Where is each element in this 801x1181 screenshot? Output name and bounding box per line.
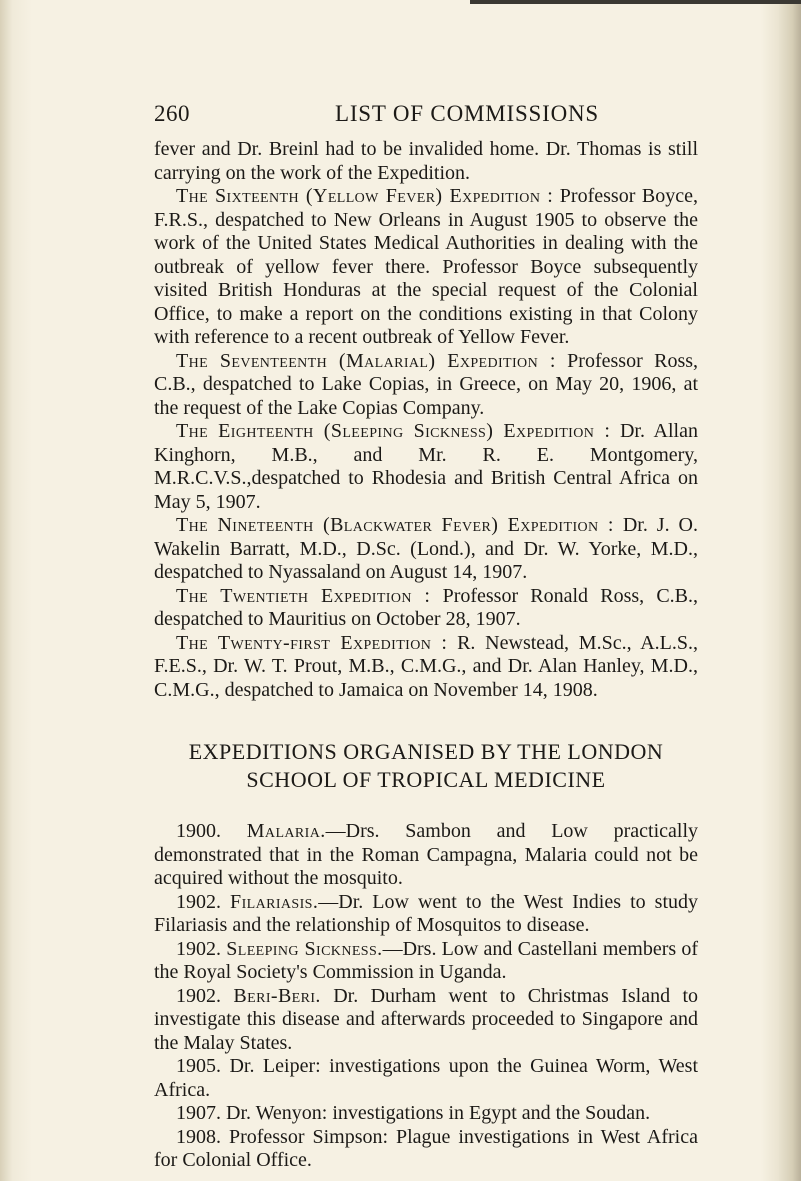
- entry-year: 1902.: [176, 937, 221, 960]
- page-header: [154, 101, 704, 135]
- top-border-rule: [470, 0, 801, 4]
- expedition-entry: [154, 938, 698, 985]
- expedition-entry: [154, 891, 698, 938]
- section-heading-line1: EXPEDITIONS ORGANISED BY THE LONDON: [188, 739, 664, 764]
- running-head: LIST OF COMMISSIONS: [335, 101, 599, 126]
- entry-text: R. Newstead, M.Sc., A.L.S., F.E.S., Dr. W. T. Prout, M.B., C.M.G., and Dr. Alan Hanley, M.D., C.M.G., despatched to Jamaica on November 14, 1908.: [154, 631, 698, 701]
- entry-title: The Twenty-first Expedition :: [176, 631, 448, 654]
- commission-entry: [154, 585, 698, 632]
- entry-year: 1905.: [176, 1055, 221, 1077]
- commission-entry: [154, 185, 698, 350]
- entry-title: Filariasis.: [230, 890, 319, 913]
- entry-text: Professor Boyce, F.R.S., despatched to New Orleans in August 1905 to observe the work of the United States Medical Authorities in dealing with the outbreak of yellow fever there. Professor Boyce subsequently visited British Honduras at the special request of the Colonial Office, to make a report on the conditions existing in that Colony with reference to a recent outbreak of Yellow Fever.: [154, 185, 699, 348]
- entry-text: Professor Simpson: Plague investigations in West Africa for Colonial Office.: [154, 1125, 698, 1171]
- entry-text: Professor Ronald Ross, C.B., despatched to Mauritius on October 28, 1907.: [154, 584, 698, 630]
- entry-title: The Nineteenth (Blackwater Fever) Expedition :: [176, 514, 614, 536]
- expedition-entry: [154, 820, 698, 891]
- page-number: 260: [154, 101, 190, 126]
- entry-text: Dr. Allan Kinghorn, M.B., and Mr. R. E. Montgomery, M.R.C.V.S.,despatched to Rhodesia and British Central Africa on May 5, 1907.: [154, 420, 698, 513]
- expedition-entry: [154, 985, 698, 1056]
- expedition-entry: [154, 1055, 698, 1102]
- commission-entry: [154, 632, 698, 703]
- continuation-paragraph: fever and Dr. Breinl had to be invalided home. Dr. Thomas is still carrying on the work of the Expedition.: [154, 138, 698, 184]
- entry-title: Sleeping Sickness.: [226, 937, 383, 960]
- entry-title: The Seventeenth (Malarial) Expedition :: [176, 349, 556, 372]
- section-heading: [154, 738, 698, 794]
- page-body: [154, 138, 698, 1173]
- entry-text: Dr. J. O. Wakelin Barratt, M.D., D.Sc. (Lond.), and Dr. W. Yorke, M.D., despatched to Nyassaland on August 14, 1907.: [154, 514, 698, 583]
- entry-title: Beri-Beri.: [233, 984, 321, 1007]
- commission-entry: [154, 514, 698, 585]
- entry-title: The Eighteenth (Sleeping Sickness) Expedition :: [176, 420, 611, 442]
- entry-title: Malaria.: [246, 820, 326, 842]
- commission-entry: [154, 420, 698, 514]
- entry-year: 1902.: [176, 890, 221, 913]
- commission-entry: [154, 350, 698, 421]
- page-left-edge: [0, 0, 12, 1181]
- entry-text: —Drs. Sambon and Low practically demonstrated that in the Roman Campagna, Malaria could not be acquired without the mosquito.: [154, 820, 698, 889]
- entry-year: 1908.: [176, 1125, 221, 1148]
- entry-text: —Dr. Low went to the West Indies to study Filariasis and the relationship of Mosquitos to disease.: [154, 890, 699, 936]
- entry-year: 1907.: [176, 1102, 221, 1124]
- entry-text: Dr. Wenyon: investigations in Egypt and the Soudan.: [226, 1102, 651, 1124]
- section-heading-line2: SCHOOL OF TROPICAL MEDICINE: [246, 767, 606, 792]
- entry-title: The Twentieth Expedition :: [176, 584, 431, 607]
- page-right-edge: [779, 0, 801, 1181]
- expedition-entry: [154, 1102, 698, 1126]
- entry-text: —Drs. Low and Castellani members of the Royal Society's Commission in Uganda.: [154, 937, 699, 983]
- entry-text: Dr. Leiper: investigations upon the Guinea Worm, West Africa.: [154, 1055, 699, 1101]
- entry-text: Dr. Durham went to Christmas Island to investigate this disease and afterwards proceeded to Singapore and the Malay States.: [154, 984, 698, 1054]
- entry-title: The Sixteenth (Yellow Fever) Expedition :: [176, 185, 554, 207]
- entry-year: 1900.: [176, 820, 221, 842]
- expedition-entry: [154, 1126, 698, 1173]
- entry-year: 1902.: [176, 984, 221, 1007]
- entry-text: Professor Ross, C.B., despatched to Lake Copias, in Greece, on May 20, 1906, at the request of the Lake Copias Company.: [154, 349, 699, 419]
